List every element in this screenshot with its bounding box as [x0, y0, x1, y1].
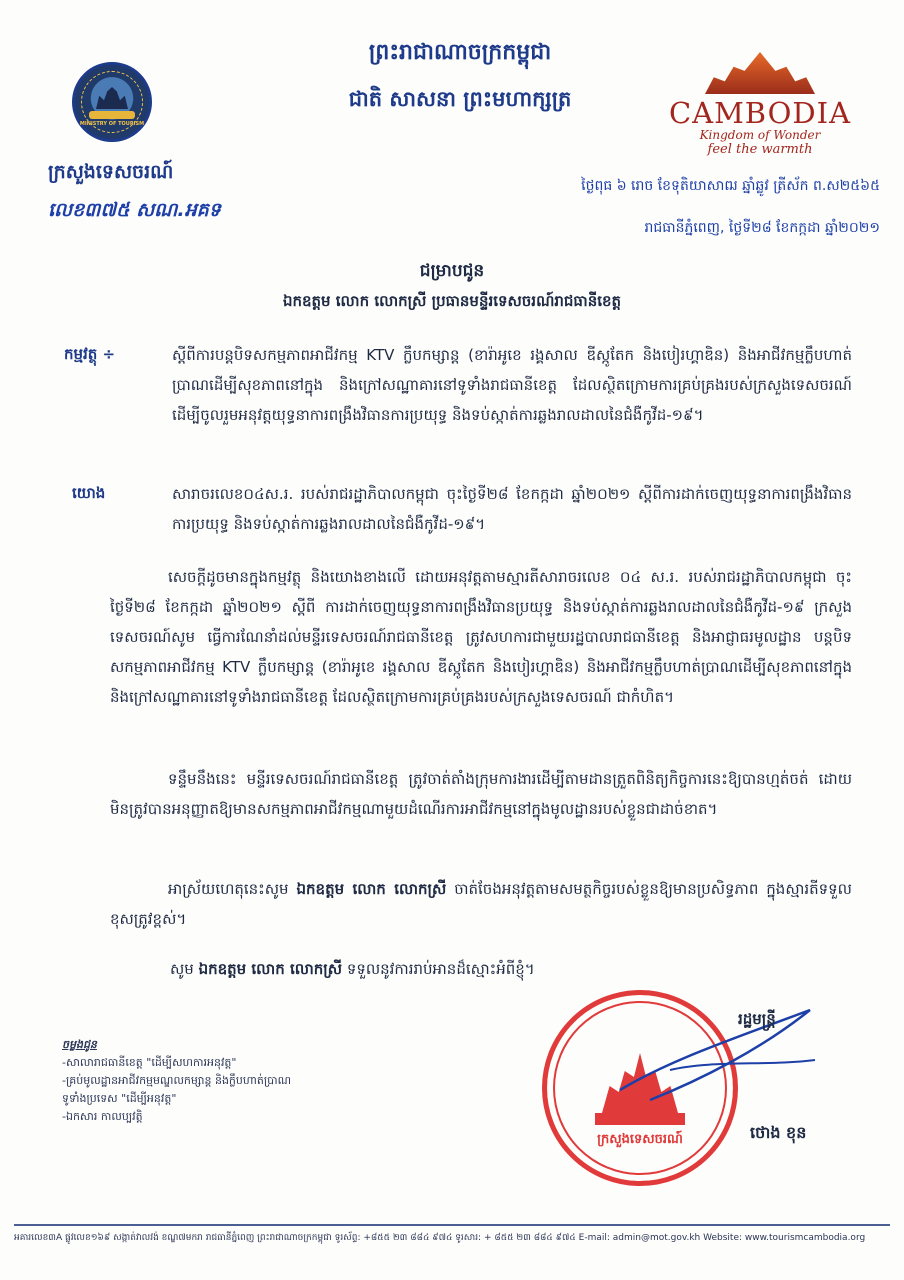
cc-item: -គ្រប់មូលដ្ឋានអាជីវកម្មមណ្ឌលកម្សាន្ដ និងក្លឹបហាត់ប្រាណ	[62, 1074, 292, 1087]
cc-heading: ចម្លងជូន	[62, 1038, 97, 1051]
notice-heading: ជម្រាបជូន	[419, 261, 485, 281]
footer-contact: អគារលេខ៣A ផ្លូវលេខ១៦៩ សង្កាត់វាលវង់ ខណ្ឌ៧មករា រាជធានីភ្នំពេញ ព្រះរាជាណាចក្រកម្ពុជា ទូរស័ព្ទ: +៨៥៥ ២៣ ៨៨៤ ៩៧៤ ទូរសារ: + ៨៥៥ ២៣ ៨៨៤ ៩៧៤ E-mail: admin@mot.gov.kh Website: www.tourismcambodia.org	[14, 1224, 890, 1245]
cc-item: -សាលារាជធានីខេត្ត "ដើម្បីសហការអនុវត្ត"	[62, 1056, 237, 1069]
body-paragraph-3	[110, 874, 852, 934]
subject-text: ស្ដីពីការបន្ដបិទសកម្មភាពអាជីវកម្ម KTV ក្លឹបកម្សាន្ដ (ខារ៉ាអូខេ រង្គសាល ឌីស្កូតែក និងបៀរហ្គាឌិន) និងអាជីវកម្មក្លឹបហាត់ប្រាណដើម្បីសុខភាពនៅក្នុង និងក្រៅសណ្ឋាគារនៅទូទាំងរាជធានីខេត្ត ដែលស្ថិតក្រោមការគ្រប់គ្រងរបស់ក្រសួងទេសចរណ៍ ដើម្បីចូលរួមអនុវត្តយុទ្ធនាការពង្រឹងវិធានការប្រយុទ្ធ និងទប់ស្កាត់ការឆ្លងរាលដាលនៃជំងឺកូវីដ-១៩។	[172, 346, 852, 424]
lunar-date: ថ្ងៃពុធ ៦ រោច ខែទុតិយាសាឍ ឆ្នាំឆ្លូវ ត្រីស័ក ព.ស២៥៦៥	[581, 178, 880, 194]
signer-title: រដ្ឋមន្ត្រី	[738, 1010, 776, 1028]
signature-mark	[610, 1000, 830, 1110]
signer-name: ថោង ខុន	[750, 1123, 807, 1142]
cc-item: ទូទាំងប្រទេស "ដើម្បីអនុវត្ត"	[62, 1092, 177, 1105]
national-motto: ជាតិ សាសនា ព្រះមហាក្សត្រ	[348, 87, 572, 111]
logo-text: MINISTRY OF TOURISM	[79, 121, 145, 127]
closing-prefix: សូម	[170, 960, 194, 978]
closing-suffix: ទទួលនូវការរាប់អានដ៏ស្មោះអំពីខ្ញុំ។	[346, 960, 535, 978]
brand-name: CAMBODIA	[668, 96, 852, 130]
recipient-line: ឯកឧត្តម លោក លោកស្រី ប្រធានមន្ទីរទេសចរណ៍រាជធានីខេត្ត	[282, 292, 622, 310]
cambodia-brand-logo	[665, 52, 855, 172]
subject-label: កម្មវត្ថុ ÷	[64, 345, 116, 363]
ministry-name: ក្រសួងទេសចរណ៍	[48, 161, 174, 183]
body-paragraph-2: ទន្ទឹមនឹងនេះ មន្ទីរទេសចរណ៍រាជធានីខេត្ត ត្រូវចាត់តាំងក្រុមការងារដើម្បីតាមដានត្រួតពិនិត្យកិច្ចការនេះឱ្យបានហ្មត់ចត់ ដោយមិនត្រូវបានអនុញ្ញាតឱ្យមានសកម្មភាពអាជីវកម្មណាមួយដំណើរការអាជីវកម្មនៅក្នុងមូលដ្ឋានរបស់ខ្លួនជាដាច់ខាត។	[110, 770, 852, 818]
reference-text: សារាចរលេខ០៤ស.រ. របស់រាជរដ្ឋាភិបាលកម្ពុជា ចុះថ្ងៃទី២៨ ខែកក្កដា ឆ្នាំ២០២១ ស្ដីពីការដាក់ចេញយុទ្ធនាការពង្រឹងវិធានការប្រយុទ្ធ និងទប់ស្កាត់ការឆ្លងរាលដាលនៃជំងឺកូវីដ-១៩។	[172, 485, 852, 533]
brand-tagline-2: feel the warmth	[707, 142, 813, 157]
body3-suffix: ចាត់ចែងអនុវត្តតាមសមត្ថកិច្ចរបស់ខ្លួនឱ្យមានប្រសិទ្ធភាព ក្នុងស្មារតីទទួលខុសត្រូវខ្ពស់។	[110, 880, 852, 928]
closing-honorific: ឯកឧត្តម លោក លោកស្រី	[198, 960, 343, 978]
body-paragraph-1: សេចក្ដីដូចមានក្នុងកម្មវត្ថុ និងយោងខាងលើ ដោយអនុវត្តតាមស្មារតីសារាចរលេខ ០៤ ស.រ. របស់រាជរដ្ឋាភិបាលកម្ពុជា ចុះថ្ងៃទី២៨ ខែកក្កដា ឆ្នាំ២០២១ ស្ដីពី ការដាក់ចេញយុទ្ធនាការពង្រឹងវិធានប្រយុទ្ធ និងទប់ស្កាត់ការឆ្លងរាលដាលនៃជំងឺកូវីដ-១៩ ក្រសួងទេសចរណ៍សូម ធ្វើការណែនាំដល់មន្ទីរទេសចរណ៍រាជធានីខេត្ត ត្រូវសហការជាមួយរដ្ឋបាលរាជធានីខេត្ត និងអាជ្ញាធរមូលដ្ឋាន បន្ដបិទសកម្មភាពអាជីវកម្ម KTV ក្លឹបកម្សាន្ដ (ខារ៉ាអូខេ រង្គសាល ឌីស្កូតែក និងបៀរហ្គាឌិន) និងអាជីវកម្មក្លឹបហាត់ប្រាណដើម្បីសុខភាពនៅក្នុង និងក្រៅសណ្ឋាគារនៅទូទាំងរាជធានីខេត្ត ដែលស្ថិតក្រោមការគ្រប់គ្រងរបស់ក្រសួងទេសចរណ៍ ជាកំហិត។	[110, 568, 852, 706]
reference-number: លេខ៣៧៥ សណ.អគទ	[48, 199, 221, 221]
closing-line	[170, 954, 770, 984]
brand-tagline-1: Kingdom of Wonder	[699, 128, 821, 142]
angkor-temple-icon	[705, 52, 815, 94]
reference-label: យោង	[72, 484, 106, 502]
body3-prefix: អាស្រ័យហេតុនេះសូម	[168, 880, 289, 898]
cc-list	[62, 1036, 382, 1126]
body3-honorific: ឯកឧត្តម លោក លោកស្រី	[296, 880, 447, 898]
place-date: រាជធានីភ្នំពេញ, ថ្ងៃទី២៨ ខែកក្កដា ឆ្នាំ២០២១	[644, 220, 880, 236]
ministry-seal-logo	[72, 62, 152, 142]
stamp-text: ក្រសួងទេសចរណ៍	[597, 1132, 683, 1147]
kingdom-title: ព្រះរាជាណាចក្រកម្ពុជា	[368, 40, 552, 65]
cc-item: -ឯកសារ កាលប្បវត្តិ	[62, 1110, 143, 1123]
